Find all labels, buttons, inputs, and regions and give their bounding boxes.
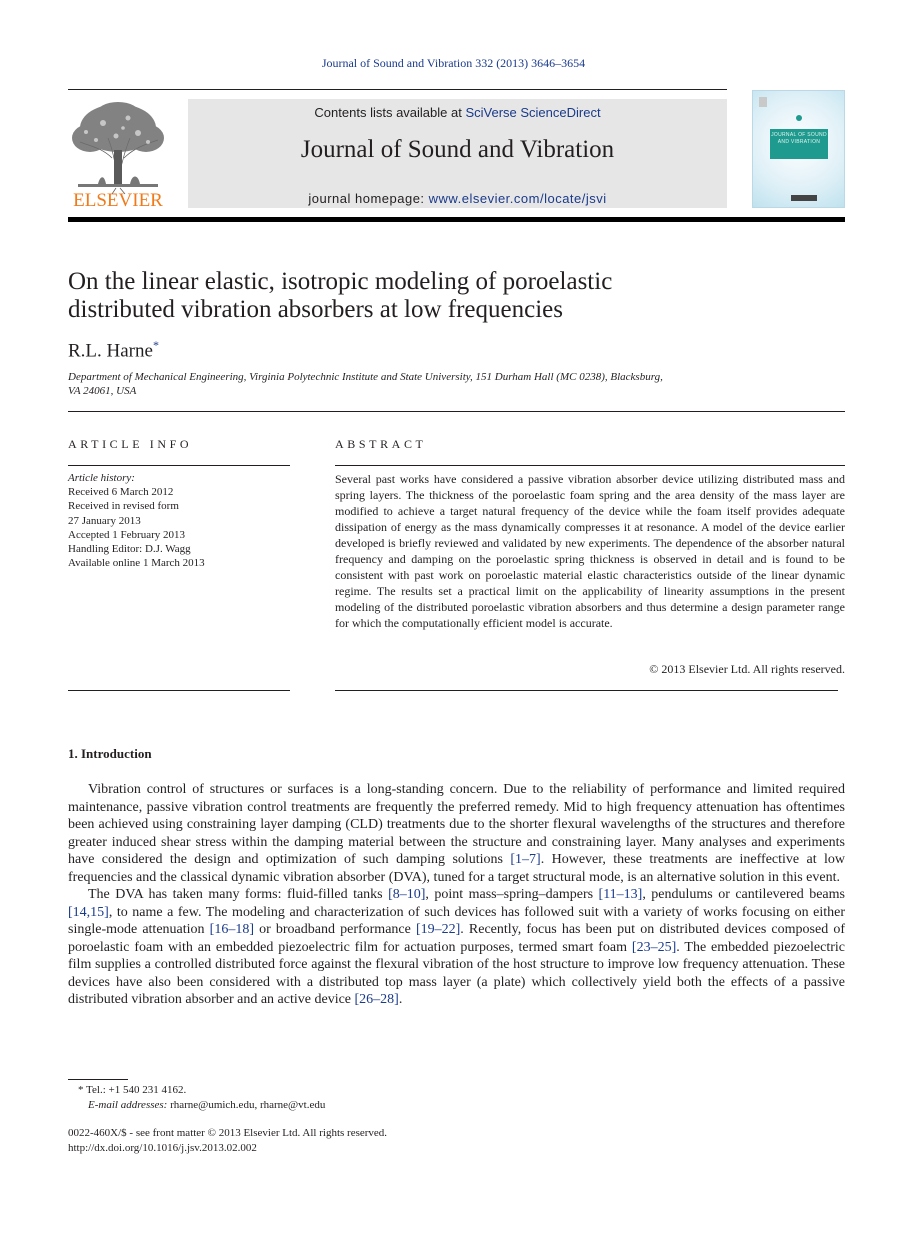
citation-link[interactable]: [19–22] <box>415 922 461 937</box>
cover-emblem <box>796 115 802 121</box>
journal-citation[interactable]: Journal of Sound and Vibration 332 (2013) 3646–3654 <box>321 56 586 70</box>
article-title-line: distributed vibration absorbers at low frequencies <box>68 296 563 323</box>
article-info-rule <box>68 465 290 466</box>
paragraph-text: , to name a few. The modeling and characterization of such devices has followed suit with a variety of works focusing on either single-mode attenuation <box>68 904 845 937</box>
paragraph-text: . Recently, focus has been put on distributed devices composed of poroelastic foam with an embedded piezoelectric film for actuation purposes, termed smart foam <box>68 922 845 955</box>
history-label: Article history: <box>68 472 135 484</box>
abstract-rule <box>335 690 838 691</box>
author-footnote-mark[interactable]: * <box>152 338 159 352</box>
elsevier-wordmark: ELSEVIER <box>73 190 163 211</box>
citation-link[interactable]: [1–7] <box>510 852 541 867</box>
cover-publisher-mark <box>791 195 817 201</box>
history-item: 27 January 2013 <box>68 514 141 527</box>
abstract-rule <box>335 465 845 466</box>
history-item: Handling Editor: D.J. Wagg <box>68 543 191 556</box>
abstract-text: Several past works have considered a passive vibration absorber device utilizing distributed mass and spring layers. The thickness of the poroelastic foam spring and the area density of the mass layer are modified to achieve a target natural frequency of the device while the foam itself provides adequate dissipation of energy as the mass dynamically compresses it at resonance. A model of the device earlier developed is briefly reviewed and validated by new experiments. The dependence of the absorber natural frequency and damping on the poroelastic spring thickness is observed in detail and is found to be consistent with past work on poroelastic material elastic characteristics outside of the linear dynamic regime. The results set a practical limit on the applicability of linearity assumptions in the present modeling of the distributed poroelastic vibration absorbers and thus determine a design parameter range for which the computationally efficient model is accurate. <box>335 472 845 630</box>
history-item: Received in revised form <box>68 500 179 513</box>
article-title <box>68 268 828 324</box>
article-info-heading: ARTICLE INFO <box>68 437 193 451</box>
cover-corner-mark <box>759 97 767 107</box>
homepage-prefix: journal homepage: <box>308 191 429 206</box>
history-item: Accepted 1 February 2013 <box>68 528 185 541</box>
article-history <box>68 471 290 570</box>
citation-link[interactable]: [23–25] <box>631 939 677 955</box>
affiliation-line: Department of Mechanical Engineering, Virginia Polytechnic Institute and State University, 151 Durham Hall (MC 0238), Blacksburg, <box>68 371 663 383</box>
abstract-copyright: © 2013 Elsevier Ltd. All rights reserved. <box>649 662 845 676</box>
abstract-heading: ABSTRACT <box>335 437 427 451</box>
section-heading-introduction: 1. Introduction <box>68 746 152 761</box>
paragraph-text: . However, these treatments are ineffective at low frequencies and the classical dynamic vibration absorber (DVA), tuned for a target structural mode, is an alternative solution in this event. <box>68 852 845 885</box>
footer-issn: 0022-460X/$ - see front matter © 2013 Elsevier Ltd. All rights reserved. <box>68 1127 388 1139</box>
homepage-link[interactable]: www.elsevier.com/locate/jsvi <box>428 191 607 206</box>
history-item: Received 6 March 2012 <box>68 486 174 499</box>
citation-link[interactable]: [14,15] <box>68 904 109 920</box>
author <box>68 338 159 362</box>
paragraph-text: , point mass–spring–dampers <box>425 887 599 902</box>
email-addresses[interactable]: rharne@umich.edu, rharne@vt.edu <box>170 1099 326 1111</box>
header-rule <box>68 89 727 90</box>
paragraph-text: . The embedded piezoelectric film supplies a controlled distributed force against the flexural vibration of the host structure to improve low frequency attenuation. These devices have also been considered with a distributed top mass layer (a plate) which collectively yield both the effects of a passive distributed vibration absorber and an active device <box>68 939 845 1007</box>
affiliation-line: VA 24061, USA <box>68 385 137 397</box>
journal-title: Journal of Sound and Vibration <box>300 136 615 163</box>
citation-link[interactable]: [26–28] <box>354 992 399 1007</box>
affiliation <box>68 370 748 398</box>
author-name: R.L. Harne <box>68 340 153 362</box>
page-footer <box>68 1126 387 1156</box>
footnote-telephone: * Tel.: +1 540 231 4162. <box>78 1084 187 1096</box>
article-info-rule <box>68 690 290 691</box>
history-item: Available online 1 March 2013 <box>68 557 205 570</box>
citation-link[interactable]: [16–18] <box>209 922 254 937</box>
contents-prefix: Contents lists available at <box>314 105 466 120</box>
footer-doi[interactable]: http://dx.doi.org/10.1016/j.jsv.2013.02.002 <box>68 1142 257 1154</box>
paragraph-text: . <box>398 992 403 1007</box>
introduction-body <box>68 781 845 1009</box>
paragraph-text: The DVA has taken many forms: fluid-filled tanks <box>88 887 389 902</box>
paragraph-text: Vibration control of structures or surfaces is a long-standing concern. Due to the reliability of performance and limited required maintenance, passive vibration control treatments are frequently the preferred remedy. Mid to high frequency attenuation has oftentimes been achieved using constraining layer damping (CLD) treatments due to the shorter flexural wavelengths of the structures and therefore greater induced shear stress within the damping material between the structure and constraining layer. Many analyses and experiments have considered the design and optimization of such damping solutions <box>68 782 845 867</box>
paragraph-text: or broadband performance <box>253 922 416 937</box>
footnote-rule <box>68 1079 128 1080</box>
footnote-email <box>68 1098 325 1113</box>
footnote <box>68 1083 325 1113</box>
contents-line <box>188 105 727 120</box>
paragraph-text: , pendulums or cantilevered beams <box>642 887 845 902</box>
cover-title-box: JOURNAL OF SOUND AND VIBRATION <box>770 129 828 159</box>
header-thick-rule <box>68 217 845 222</box>
journal-cover-thumbnail <box>752 90 845 208</box>
section-divider <box>68 411 845 412</box>
citation-link[interactable]: [8–10] <box>388 887 426 902</box>
citation-link[interactable]: [11–13] <box>598 887 643 902</box>
homepage-line <box>188 191 727 206</box>
paragraph <box>68 886 845 1009</box>
paragraph <box>68 781 845 886</box>
sciencedirect-link[interactable]: SciVerse ScienceDirect <box>465 105 601 120</box>
email-label: E-mail addresses: <box>88 1099 168 1111</box>
journal-banner <box>188 99 727 208</box>
article-title-line: On the linear elastic, isotropic modeling of poroelastic <box>68 268 613 295</box>
